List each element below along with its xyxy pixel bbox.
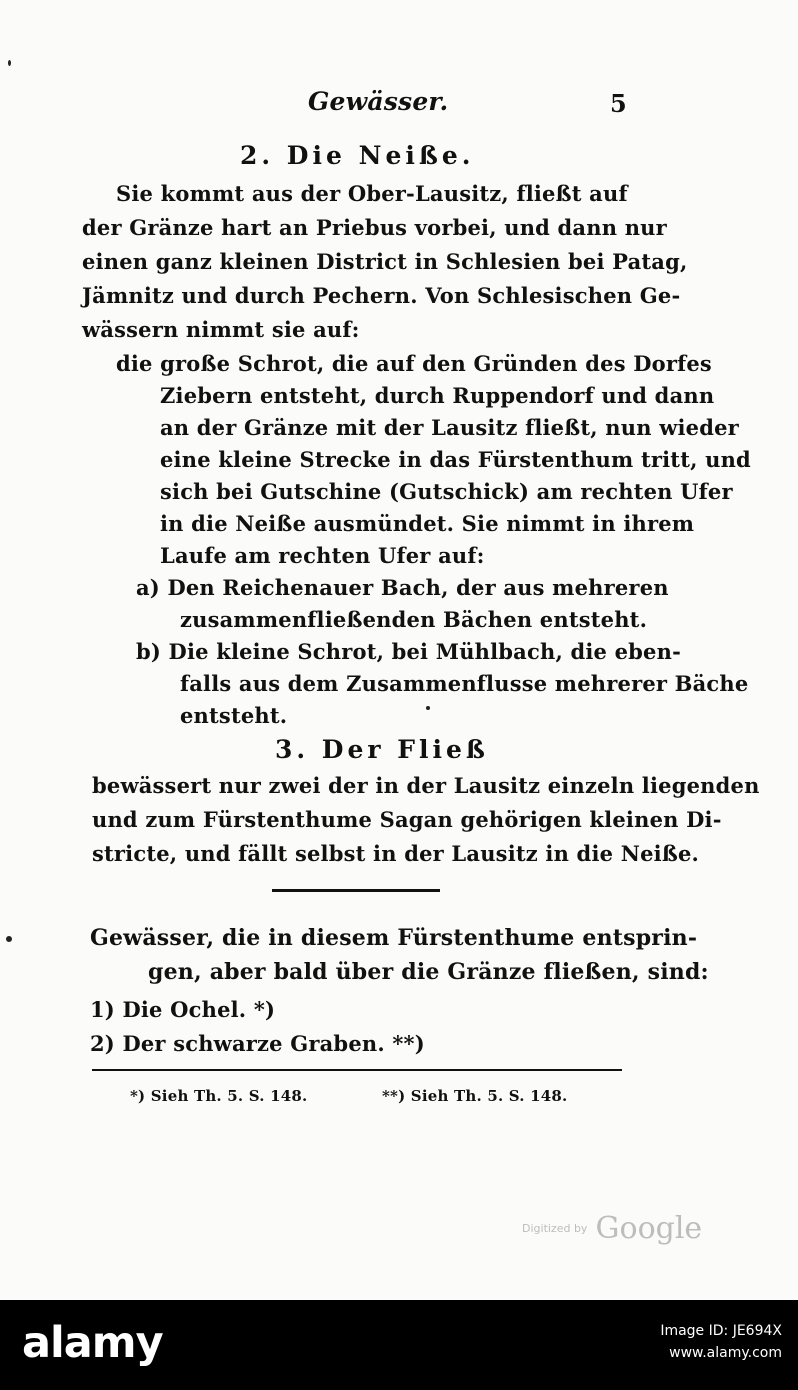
- list-item-a: a) Den Reichenauer Bach, der aus mehreren: [136, 575, 669, 600]
- text-line: einen ganz kleinen District in Schlesien bei Patag,: [82, 249, 688, 274]
- text-line: der Gränze hart an Priebus vorbei, und dann nur: [82, 215, 667, 240]
- text-line: und zum Fürstenthume Sagan gehörigen kleinen Di-: [92, 807, 722, 832]
- alamy-logo: alamy: [22, 1318, 163, 1368]
- google-watermark: [522, 1211, 702, 1246]
- list-item-b-continued: falls aus dem Zusammenflusse mehrerer Bäche: [180, 671, 749, 696]
- page-number: 5: [610, 89, 627, 118]
- list-item-a-continued: zusammenfließenden Bächen entsteht.: [180, 607, 648, 632]
- google-logo: Google: [595, 1211, 703, 1246]
- text-line: in die Neiße ausmündet. Sie nimmt in ihrem: [160, 511, 695, 536]
- text-line: bewässert nur zwei der in der Lausitz einzeln liegenden: [92, 773, 760, 798]
- scan-speck: [426, 706, 430, 710]
- scan-speck: [8, 60, 11, 66]
- text-line: Laufe am rechten Ufer auf:: [160, 543, 485, 568]
- text-line: Ziebern entsteht, durch Ruppendorf und dann: [160, 383, 715, 408]
- list-item: 2) Der schwarze Graben. **): [90, 1031, 425, 1056]
- section-heading: 3. Der Fließ: [275, 735, 489, 764]
- image-id: Image ID: JE694X: [660, 1323, 782, 1339]
- text-line: gen, aber bald über die Gränze fließen, sind:: [148, 959, 709, 985]
- text-line: sich bei Gutschine (Gutschick) am rechten Ufer: [160, 479, 733, 504]
- running-header: Gewässer.: [308, 87, 449, 116]
- footnote: **) Sieh Th. 5. S. 148.: [382, 1087, 568, 1105]
- text-line: stricte, und fällt selbst in der Lausitz in die Neiße.: [92, 841, 700, 866]
- scan-speck: [6, 936, 12, 942]
- watermark-prefix: Digitized by: [522, 1222, 588, 1235]
- text-line: Sie kommt aus der Ober-Lausitz, fließt auf: [116, 181, 628, 206]
- list-item-b-continued: entsteht.: [180, 703, 288, 728]
- text-line: eine kleine Strecke in das Fürstenthum tritt, und: [160, 447, 751, 472]
- footnote-rule: [92, 1069, 622, 1071]
- text-line: die große Schrot, die auf den Gründen des Dorfes: [116, 351, 712, 376]
- stock-url: www.alamy.com: [669, 1345, 782, 1361]
- text-line: an der Gränze mit der Lausitz fließt, nun wieder: [160, 415, 739, 440]
- footnote: *) Sieh Th. 5. S. 148.: [130, 1087, 308, 1105]
- list-item-b: b) Die kleine Schrot, bei Mühlbach, die eben-: [136, 639, 681, 664]
- text-line: Jämnitz und durch Pechern. Von Schlesischen Ge-: [82, 283, 681, 308]
- list-item: 1) Die Ochel. *): [90, 997, 276, 1022]
- stock-image-info: [660, 1320, 782, 1364]
- section-heading: 2. Die Neiße.: [240, 141, 475, 170]
- text-line: wässern nimmt sie auf:: [82, 317, 360, 342]
- text-line: Gewässer, die in diesem Fürstenthume entsprin-: [90, 925, 698, 951]
- section-divider: [272, 889, 440, 892]
